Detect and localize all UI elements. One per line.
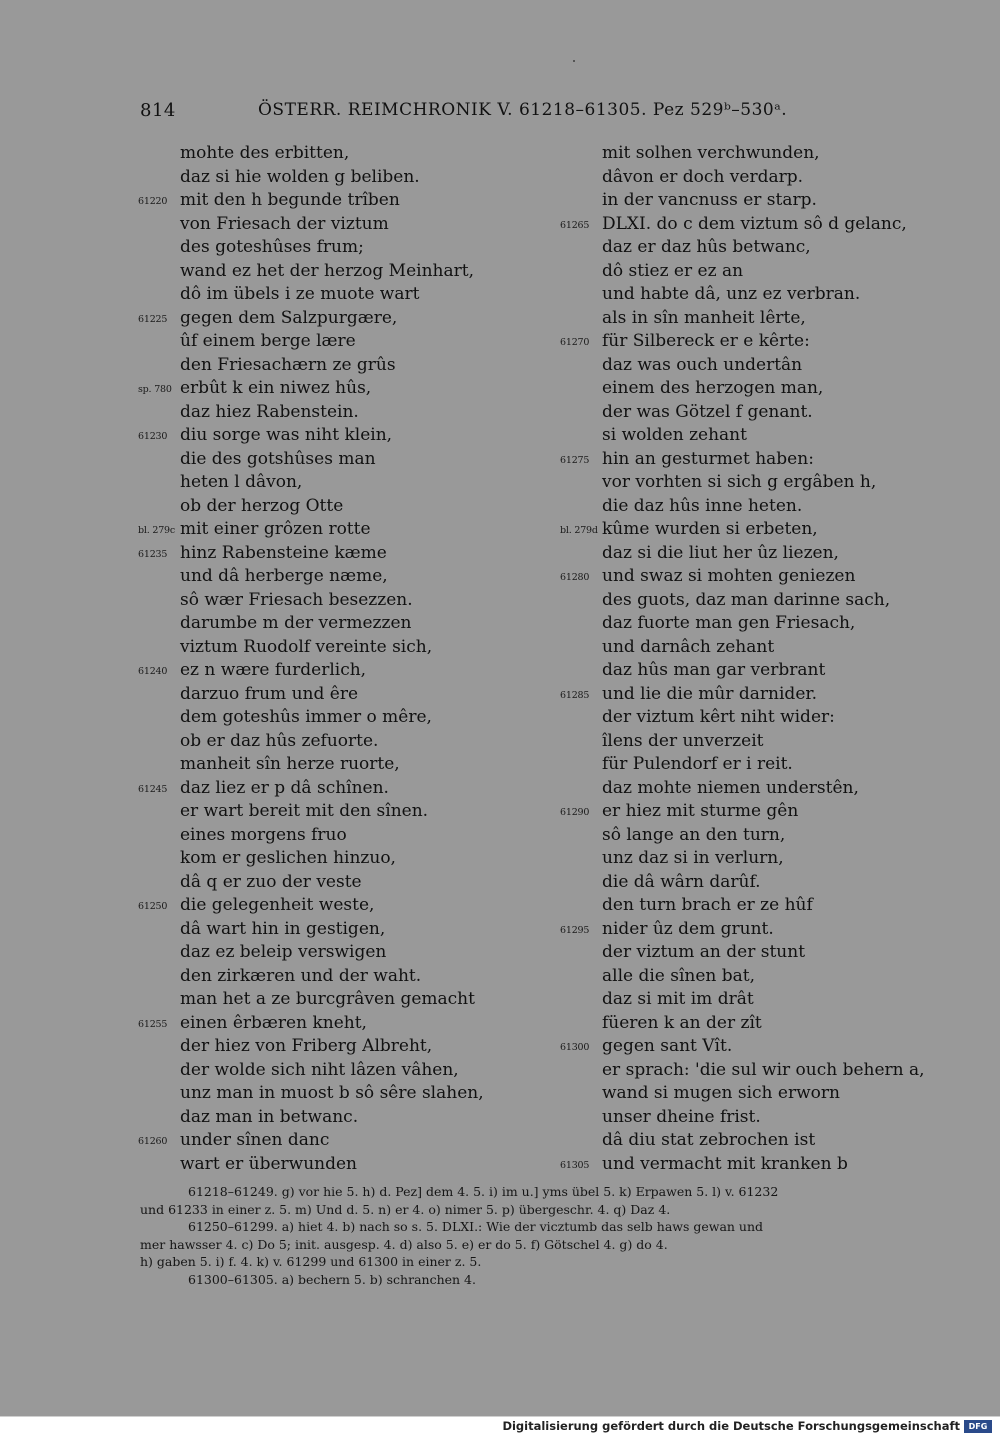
verse-line: [560, 213, 960, 237]
verse-line: [560, 495, 960, 519]
verse-line: [560, 965, 960, 989]
verse-text: dô im übels i ze muote wart: [180, 284, 420, 304]
verse-text: er hiez mit sturme gên: [602, 801, 799, 821]
verse-line: [138, 283, 558, 307]
verse-text: den zirkæren und der waht.: [180, 965, 422, 986]
verse-text: des guots, daz man darinne sach,: [602, 589, 891, 610]
verse-text: daz si mit im drât: [602, 989, 754, 1009]
verse-text: eines morgens fruo: [180, 824, 347, 845]
verse-line: [560, 659, 960, 683]
running-title: ÖSTERR. REIMCHRONIK V. 61218–61305. Pez 529ᵇ–530ᵃ.: [258, 100, 788, 120]
verse-text: dâvon er doch verdarp.: [602, 166, 804, 187]
verse-text: kom er geslichen hinzuo,: [180, 848, 396, 868]
verse-line: [138, 706, 558, 730]
line-number: 61280: [560, 572, 590, 583]
verse-text: der wolde sich niht lâzen vâhen,: [180, 1059, 459, 1080]
verse-text: vor vorhten si sich g ergâben h,: [602, 472, 877, 492]
verse-text: von Friesach der viztum: [180, 213, 389, 234]
verse-line: [138, 589, 558, 613]
verse-text: einem des herzogen man,: [602, 378, 824, 398]
verse-line: [138, 1059, 558, 1083]
verse-text: der viztum kêrt niht wider:: [602, 707, 835, 727]
verse-text: ez n wære furderlich,: [180, 660, 367, 680]
verse-text: nider ûz dem grunt.: [602, 918, 774, 939]
verse-text: den turn brach er ze hûf: [602, 895, 813, 915]
verse-line: [560, 142, 960, 166]
verse-text: gegen sant Vît.: [602, 1036, 733, 1056]
verse-text: wand ez het der herzog Meinhart,: [180, 260, 474, 281]
verse-text: alle die sînen bat,: [602, 965, 756, 986]
line-number: bl. 279c: [138, 525, 176, 536]
verse-text: erbût k ein niwez hûs,: [180, 378, 372, 398]
verse-line: [560, 800, 960, 824]
verse-text: hinz Rabensteine kæme: [180, 542, 387, 563]
line-number: 61290: [560, 807, 590, 818]
verse-line: [560, 330, 960, 354]
verse-line: [560, 847, 960, 871]
verse-line: [560, 894, 960, 918]
verse-line: [138, 518, 558, 542]
verse-line: [560, 189, 960, 213]
verse-line: [138, 330, 558, 354]
line-number: 61255: [138, 1018, 168, 1030]
verse-line: [560, 283, 960, 307]
verse-line: [560, 424, 960, 448]
verse-line: [138, 236, 558, 260]
verse-text: unz daz si in verlurn,: [602, 848, 784, 868]
verse-text: hin an gesturmet haben:: [602, 448, 814, 469]
verse-line: [138, 683, 558, 707]
critical-apparatus: [140, 1183, 955, 1289]
verse-line: [138, 1012, 558, 1036]
page-number: 814: [140, 100, 176, 121]
apparatus-line: 61218–61249. g) vor hie 5. h) d. Pez] dem 4. 5. i) im u.] yms übel 5. k) Erpawen 5. l) v. 61232: [188, 1184, 779, 1199]
verse-line: [560, 1153, 960, 1177]
verse-text: sô lange an den turn,: [602, 824, 786, 845]
verse-line: [560, 565, 960, 589]
verse-text: gegen dem Salzpurgære,: [180, 307, 398, 328]
verse-line: [560, 471, 960, 495]
line-number: 61250: [138, 901, 168, 912]
verse-line: [138, 730, 558, 754]
verse-line: [560, 612, 960, 636]
verse-text: unser dheine frist.: [602, 1106, 761, 1127]
verse-text: die dâ wârn darûf.: [602, 871, 761, 892]
verse-text: daz er daz hûs betwanc,: [602, 237, 811, 257]
verse-line: [138, 354, 558, 378]
line-number: 61295: [560, 924, 590, 936]
verse-text: und vermacht mit kranken b: [602, 1153, 848, 1174]
verse-line: [138, 1082, 558, 1106]
verse-text: daz fuorte man gen Friesach,: [602, 613, 856, 633]
line-number: 61305: [560, 1159, 590, 1171]
apparatus-line: 61250–61299. a) hiet 4. b) nach so s. 5. DLXI.: Wie der vicztumb das selb haws gewan und: [188, 1219, 764, 1235]
verse-text: darzuo frum und êre: [180, 683, 359, 704]
verse-text: des goteshûses frum;: [180, 237, 364, 257]
verse-text: mit einer grôzen rotte: [180, 519, 371, 539]
line-number: 61285: [560, 689, 590, 701]
verse-line: [560, 918, 960, 942]
verse-line: [138, 189, 558, 213]
verse-text: dâ wart hin in gestigen,: [180, 918, 386, 939]
verse-text: den Friesachærn ze grûs: [180, 354, 396, 375]
funding-note: Digitalisierung gefördert durch die Deutsche Forschungsgemeinschaft: [502, 1419, 960, 1433]
verse-line: [560, 377, 960, 401]
apparatus-line: h) gaben 5. i) f. 4. k) v. 61299 und 61300 in einer z. 5.: [140, 1254, 482, 1270]
verse-text: und habte dâ, unz ez verbran.: [602, 284, 861, 304]
verse-line: [138, 753, 558, 777]
verse-line: [138, 636, 558, 660]
verse-text: die daz hûs inne heten.: [602, 495, 803, 516]
verse-text: wand si mugen sich erworn: [602, 1083, 840, 1103]
verse-text: als in sîn manheit lêrte,: [602, 307, 806, 328]
verse-line: [138, 260, 558, 284]
verse-line: [560, 941, 960, 965]
verse-text: er sprach: 'die sul wir ouch behern a,: [602, 1059, 925, 1080]
verse-line: [560, 777, 960, 801]
page-header: [140, 100, 810, 126]
verse-line: [560, 871, 960, 895]
verse-text: für Silbereck er e kêrte:: [602, 331, 810, 351]
verse-line: [138, 941, 558, 965]
verse-line: [560, 730, 960, 754]
verse-text: DLXI. do c dem viztum sô d gelanc,: [602, 213, 907, 234]
line-number: bl. 279d: [560, 525, 598, 536]
verse-line: [138, 894, 558, 918]
verse-text: kûme wurden si erbeten,: [602, 519, 818, 539]
verse-text: diu sorge was niht klein,: [180, 425, 393, 445]
verse-line: [560, 260, 960, 284]
verse-text: für Pulendorf er i reit.: [602, 754, 793, 774]
right-verse-column: [560, 142, 960, 1176]
line-number: 61225: [138, 313, 168, 325]
verse-line: [560, 753, 960, 777]
verse-line: [560, 236, 960, 260]
verse-line: [560, 401, 960, 425]
verse-line: [138, 800, 558, 824]
verse-text: dô stiez er ez an: [602, 260, 744, 281]
verse-text: si wolden zehant: [602, 425, 747, 445]
verse-line: [560, 683, 960, 707]
verse-text: unz man in muost b sô sêre slahen,: [180, 1083, 484, 1103]
verse-text: îlens der unverzeit: [602, 730, 764, 751]
line-number: 61220: [138, 196, 168, 207]
apparatus-line: und 61233 in einer z. 5. m) Und d. 5. n) er 4. o) nimer 5. p) übergeschr. 4. q) Daz 4.: [140, 1201, 671, 1217]
verse-line: [138, 307, 558, 331]
line-number: 61230: [138, 431, 168, 442]
verse-text: daz liez er p dâ schînen.: [180, 777, 389, 798]
verse-text: daz si hie wolden g beliben.: [180, 166, 420, 187]
verse-text: daz man in betwanc.: [180, 1106, 359, 1127]
scan-speck: [573, 60, 575, 62]
line-number: 61235: [138, 548, 168, 560]
line-number: sp. 780: [138, 384, 172, 395]
verse-line: [560, 307, 960, 331]
verse-text: daz hiez Rabenstein.: [180, 401, 359, 422]
verse-line: [560, 354, 960, 378]
verse-text: dâ diu stat zebrochen ist: [602, 1130, 816, 1150]
verse-text: die gelegenheit weste,: [180, 895, 375, 915]
verse-text: ob er daz hûs zefuorte.: [180, 730, 379, 751]
verse-line: [138, 612, 558, 636]
verse-text: under sînen danc: [180, 1130, 330, 1150]
verse-text: der was Götzel f genant.: [602, 401, 813, 422]
line-number: 61300: [560, 1042, 590, 1053]
verse-text: der hiez von Friberg Albreht,: [180, 1036, 433, 1056]
verse-line: [138, 401, 558, 425]
line-number: 61270: [560, 337, 590, 348]
verse-line: [138, 824, 558, 848]
line-number: 61275: [560, 454, 590, 466]
verse-text: daz hûs man gar verbrant: [602, 660, 826, 680]
verse-text: ûf einem berge lære: [180, 331, 356, 351]
verse-text: in der vancnuss er starp.: [602, 190, 817, 210]
line-number: 61245: [138, 783, 168, 795]
verse-line: [560, 542, 960, 566]
apparatus-line: mer hawsser 4. c) Do 5; init. ausgesp. 4. d) also 5. e) er do 5. f) Götschel 4. g) do 4.: [140, 1236, 668, 1252]
verse-line: [560, 1035, 960, 1059]
verse-line: [138, 965, 558, 989]
verse-text: er wart bereit mit den sînen.: [180, 801, 429, 821]
verse-text: und dâ herberge næme,: [180, 566, 388, 586]
verse-line: [560, 988, 960, 1012]
verse-text: man het a ze burcgrâven gemacht: [180, 989, 475, 1009]
verse-line: [560, 166, 960, 190]
verse-line: [138, 1035, 558, 1059]
dfg-logo: DFG: [964, 1420, 992, 1433]
verse-text: darumbe m der vermezzen: [180, 613, 412, 633]
verse-line: [138, 871, 558, 895]
verse-text: dâ q er zuo der veste: [180, 871, 362, 892]
verse-line: [138, 1106, 558, 1130]
verse-line: [138, 659, 558, 683]
verse-text: mit solhen verchwunden,: [602, 143, 820, 163]
verse-line: [560, 706, 960, 730]
verse-text: ob der herzog Otte: [180, 495, 344, 516]
verse-text: heten l dâvon,: [180, 472, 303, 492]
line-number: 61260: [138, 1136, 168, 1147]
verse-line: [560, 1106, 960, 1130]
verse-line: [560, 448, 960, 472]
verse-line: [138, 565, 558, 589]
verse-text: einen êrbæren kneht,: [180, 1012, 367, 1033]
verse-line: [138, 495, 558, 519]
verse-line: [560, 1129, 960, 1153]
verse-text: mit den h begunde trîben: [180, 190, 400, 210]
verse-text: viztum Ruodolf vereinte sich,: [180, 636, 433, 657]
verse-line: [560, 824, 960, 848]
verse-line: [138, 988, 558, 1012]
verse-line: [138, 377, 558, 401]
verse-text: der viztum an der stunt: [602, 942, 806, 962]
line-number: 61240: [138, 666, 168, 677]
verse-line: [560, 518, 960, 542]
verse-text: sô wær Friesach besezzen.: [180, 589, 413, 610]
verse-line: [138, 1129, 558, 1153]
verse-text: daz was ouch undertân: [602, 354, 803, 375]
verse-line: [138, 448, 558, 472]
verse-text: manheit sîn herze ruorte,: [180, 754, 400, 774]
verse-text: die des gotshûses man: [180, 448, 376, 469]
verse-text: daz ez beleip verswigen: [180, 942, 387, 962]
verse-text: und darnâch zehant: [602, 636, 775, 657]
verse-line: [138, 471, 558, 495]
verse-line: [560, 1012, 960, 1036]
verse-line: [560, 1082, 960, 1106]
verse-line: [138, 142, 558, 166]
verse-line: [138, 166, 558, 190]
verse-line: [138, 424, 558, 448]
verse-line: [138, 847, 558, 871]
verse-text: daz si die liut her ûz liezen,: [602, 542, 839, 563]
verse-text: wart er überwunden: [180, 1153, 357, 1174]
apparatus-line: 61300–61305. a) bechern 5. b) schranchen 4.: [188, 1271, 476, 1287]
verse-line: [560, 1059, 960, 1083]
verse-line: [138, 213, 558, 237]
verse-text: mohte des erbitten,: [180, 143, 350, 163]
verse-text: daz mohte niemen understên,: [602, 777, 859, 798]
verse-line: [138, 918, 558, 942]
line-number: 61265: [560, 219, 590, 231]
verse-text: und swaz si mohten geniezen: [602, 566, 856, 586]
verse-line: [560, 636, 960, 660]
footer-bar: [0, 1416, 1000, 1437]
verse-text: dem goteshûs immer o mêre,: [180, 707, 432, 727]
verse-text: füeren k an der zît: [602, 1012, 762, 1033]
verse-line: [138, 542, 558, 566]
verse-line: [138, 1153, 558, 1177]
verse-line: [138, 777, 558, 801]
verse-line: [560, 589, 960, 613]
verse-text: und lie die mûr darnider.: [602, 683, 818, 704]
left-verse-column: [138, 142, 558, 1176]
